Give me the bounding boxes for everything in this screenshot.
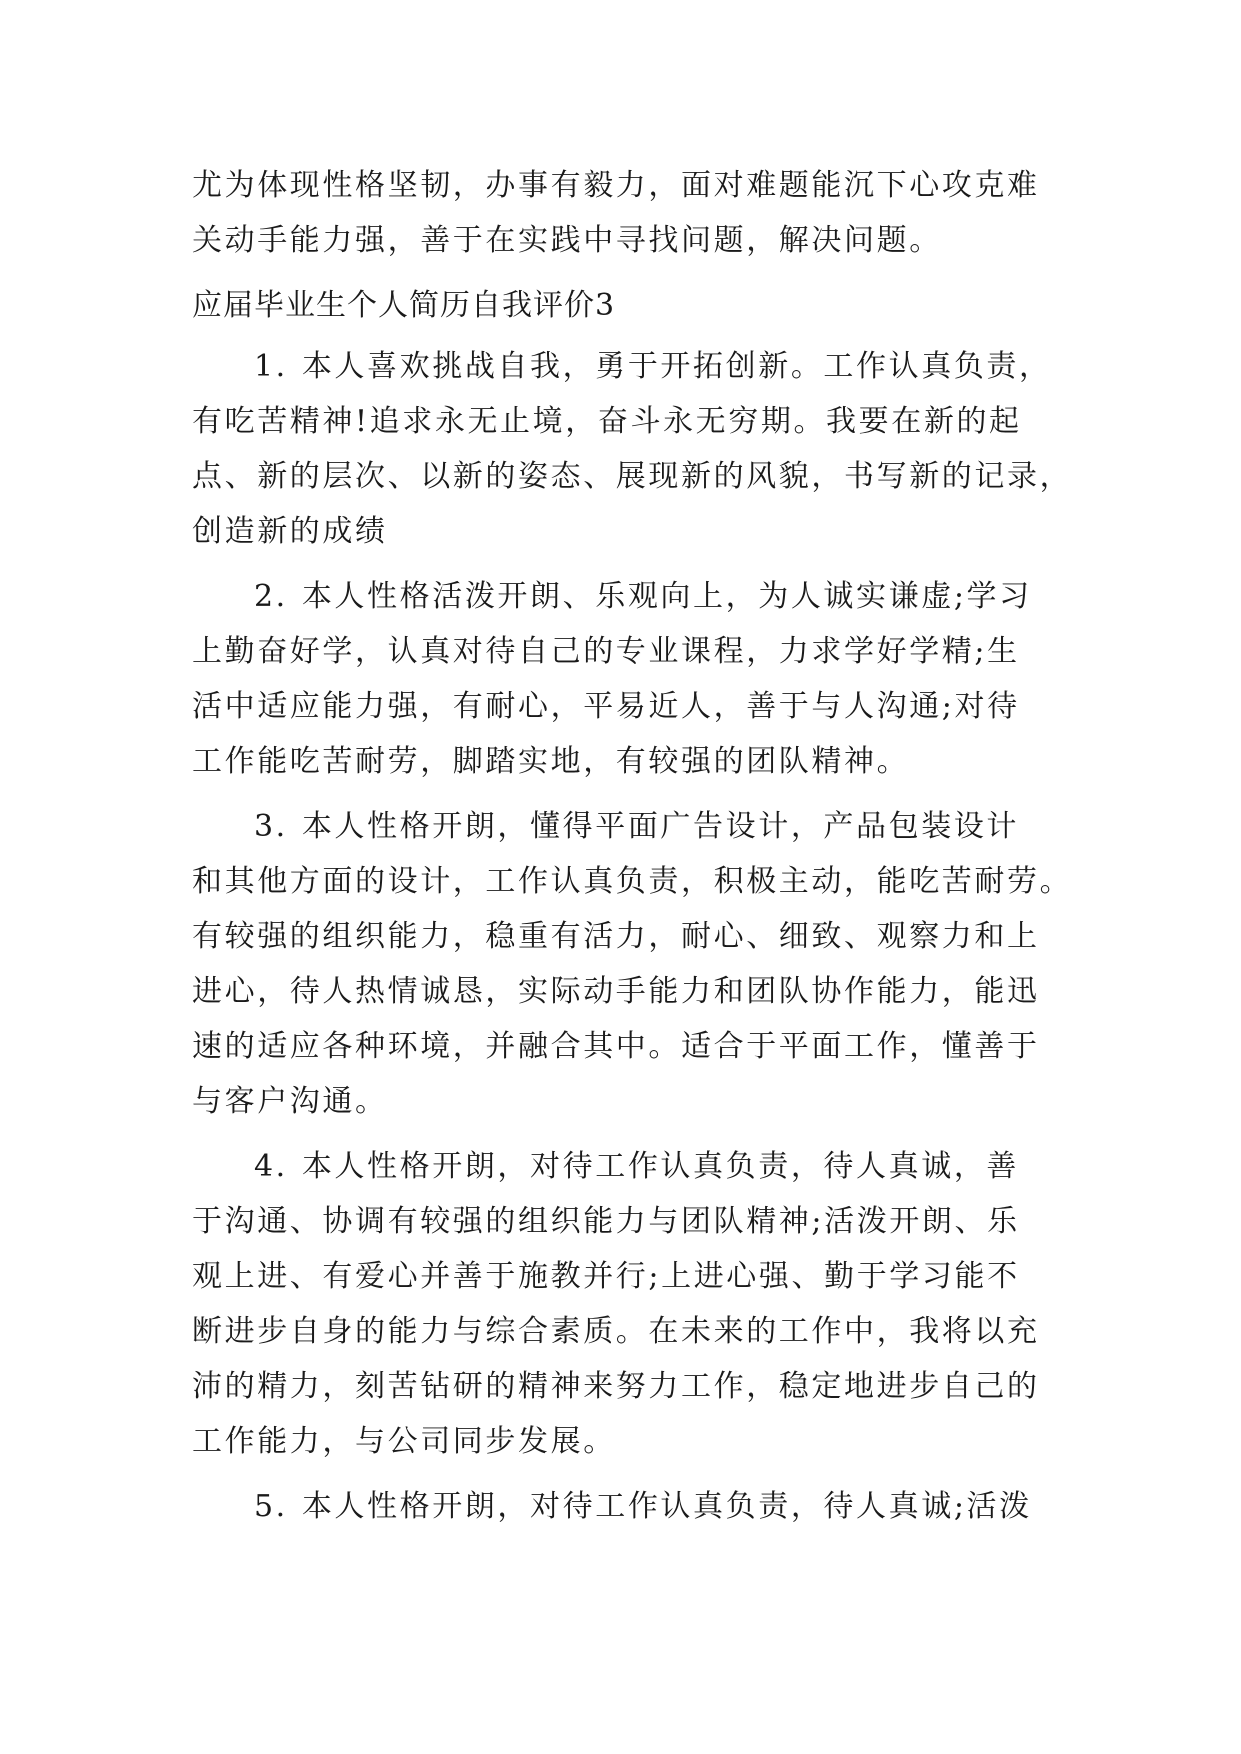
list-item-1 <box>192 339 1073 559</box>
list-item-text: 本人性格活泼开朗、乐观向上，为人诚实谦虚;学习 <box>301 579 1032 614</box>
list-item-line: 创造新的成绩 <box>192 514 388 549</box>
list-item-line: 点、新的层次、以新的姿态、展现新的风貌，书写新的记录， <box>192 459 1073 494</box>
list-item-line: 与客户沟通。 <box>192 1084 388 1119</box>
list-item-first-line <box>192 799 1062 854</box>
list-item-line: 于沟通、协调有较强的组织能力与团队精神;活泼开朗、乐 <box>192 1204 1020 1239</box>
list-item-line: 断进步自身的能力与综合素质。在未来的工作中，我将以充 <box>192 1314 1040 1349</box>
list-item-line: 有吃苦精神!追求永无止境，奋斗永无穷期。我要在新的起 <box>192 404 1022 439</box>
list-item-line: 工作能吃苦耐劳，脚踏实地，有较强的团队精神。 <box>192 744 910 779</box>
list-item-number: 4. <box>254 1149 288 1184</box>
list-item-first-line <box>192 569 1062 624</box>
list-item-line: 观上进、有爱心并善于施教并行;上进心强、勤于学习能不 <box>192 1259 1020 1294</box>
intro-line: 尤为体现性格坚韧，办事有毅力，面对难题能沉下心攻克难 <box>192 168 1040 203</box>
list-item-line: 进心，待人热情诚恳，实际动手能力和团队协作能力，能迅 <box>192 974 1040 1009</box>
list-item-first-line <box>192 1139 1062 1194</box>
document-body <box>192 158 1073 1544</box>
list-item-5 <box>192 1479 1062 1534</box>
list-item-line: 活中适应能力强，有耐心，平易近人，善于与人沟通;对待 <box>192 689 1020 724</box>
list-item-3 <box>192 799 1073 1129</box>
intro-paragraph <box>192 158 1062 268</box>
list-item-text: 本人性格开朗，对待工作认真负责，待人真诚，善 <box>301 1149 1020 1184</box>
list-item-2 <box>192 569 1062 789</box>
list-item-4 <box>192 1139 1062 1469</box>
list-item-first-line <box>192 339 1062 394</box>
list-item-text: 本人喜欢挑战自我，勇于开拓创新。工作认真负责， <box>301 349 1052 384</box>
list-item-first-line <box>192 1479 1062 1534</box>
list-item-line: 上勤奋好学，认真对待自己的专业课程，力求学好学精;生 <box>192 634 1020 669</box>
list-item-line: 有较强的组织能力，稳重有活力，耐心、细致、观察力和上 <box>192 919 1040 954</box>
list-item-line: 工作能力，与公司同步发展。 <box>192 1424 616 1459</box>
list-item-number: 1. <box>254 349 288 384</box>
list-item-line: 速的适应各种环境，并融合其中。适合于平面工作，懂善于 <box>192 1029 1040 1064</box>
list-item-line: 和其他方面的设计，工作认真负责，积极主动，能吃苦耐劳。 <box>192 864 1073 899</box>
list-item-number: 3. <box>254 809 288 844</box>
list-item-number: 2. <box>254 579 288 614</box>
section-heading: 应届毕业生个人简历自我评价3 <box>192 288 616 323</box>
list-item-number: 5. <box>254 1489 288 1524</box>
intro-line: 关动手能力强，善于在实践中寻找问题，解决问题。 <box>192 223 942 258</box>
list-item-text: 本人性格开朗，懂得平面广告设计，产品包装设计 <box>301 809 1020 844</box>
list-item-line: 沛的精力，刻苦钻研的精神来努力工作，稳定地进步自己的 <box>192 1369 1040 1404</box>
list-item-text: 本人性格开朗，对待工作认真负责，待人真诚;活泼 <box>301 1489 1032 1524</box>
